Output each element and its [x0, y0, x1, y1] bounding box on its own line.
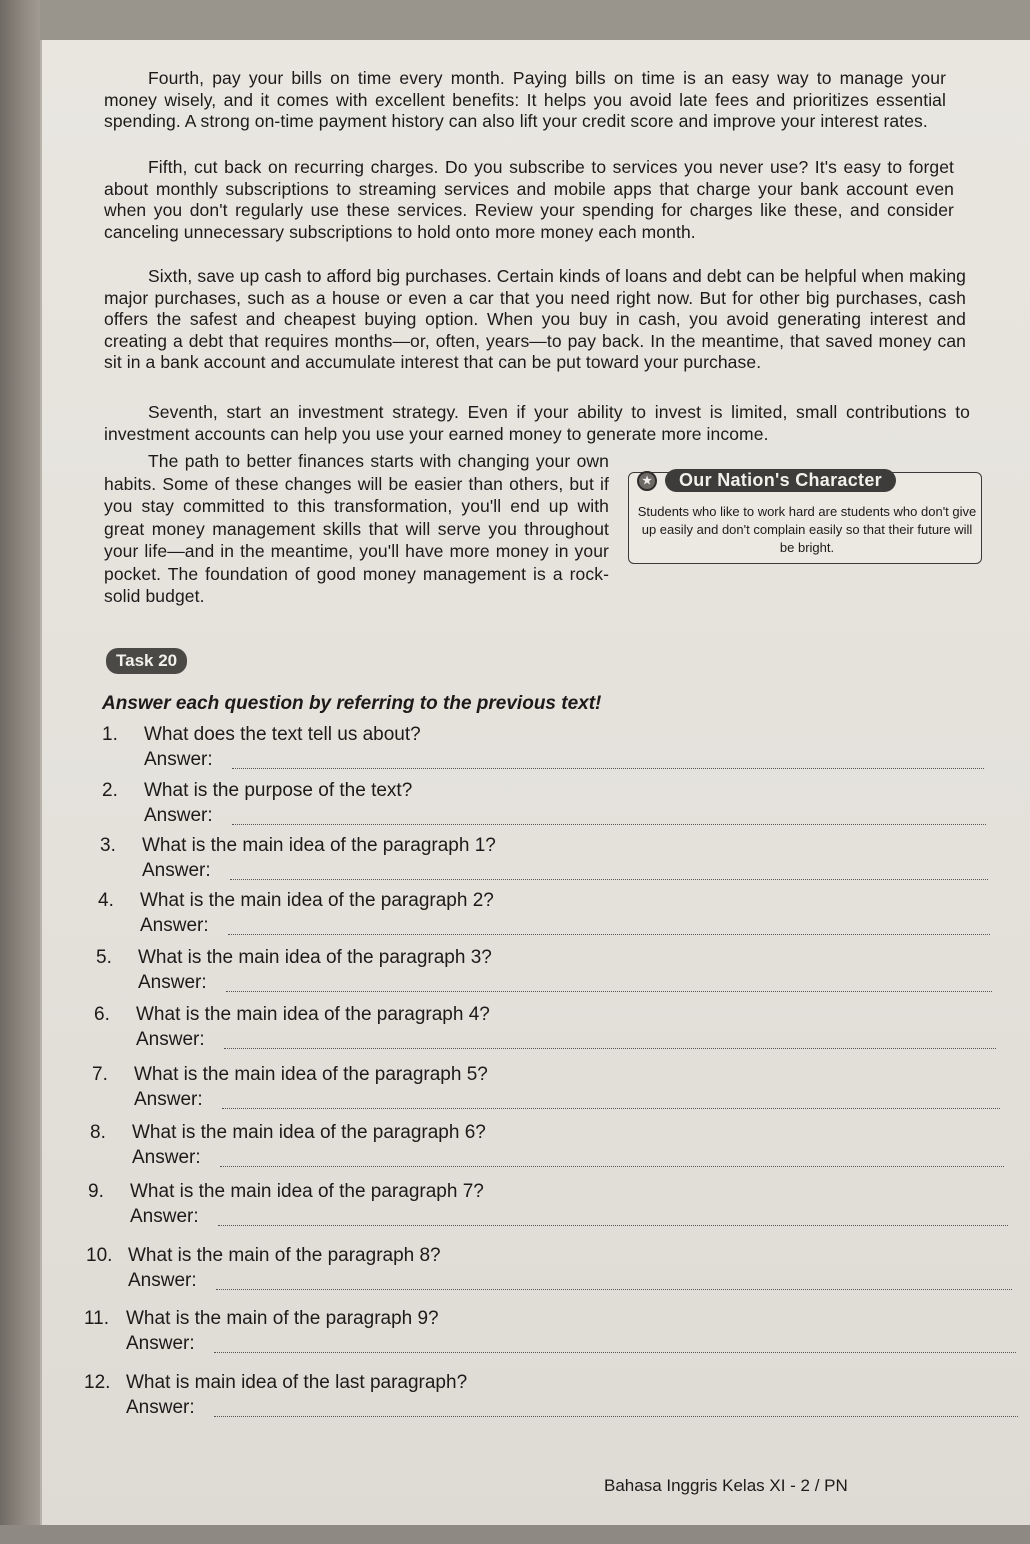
question-text: What does the text tell us about?	[144, 724, 421, 745]
character-box-text: Students who like to work hard are students who don't give up easily and don't complain easily so that their future will be bright.	[637, 504, 977, 555]
task-instruction: Answer each question by referring to the previous text!	[102, 693, 602, 714]
paragraph-sixth: Sixth, save up cash to afford big purchases. Certain kinds of loans and debt can be helpful when making major purchases, such as a house or even a car that you need right now. But for other big purchases, cash offers the safest and cheapest buying option. When you buy in cash, you avoid generating interest and creating a debt that requires months—or, often, years—to pay back. In the meantime, that saved money can sit in a bank account and accumulate interest that can be put toward your purchase.	[104, 266, 966, 372]
answer-line[interactable]	[216, 1289, 1012, 1290]
question-3	[100, 835, 496, 857]
character-box	[628, 472, 982, 564]
answer-line[interactable]	[218, 1225, 1008, 1226]
answer-label: Answer:	[130, 1206, 199, 1227]
question-1	[102, 724, 421, 746]
question-number: 7.	[92, 1064, 108, 1085]
question-text: What is the main idea of the paragraph 6?	[132, 1122, 486, 1143]
paragraph-conclusion: The path to better finances starts with changing your own habits. Some of these changes will be easier than others, but if you stay committed to this transformation, you'll end up with great money management skills that will serve you throughout your life—and in the meantime, you'll have more money in your pocket. The foundation of good money management is a rock-solid budget.	[104, 451, 609, 606]
question-11	[84, 1308, 439, 1330]
answer-line[interactable]	[226, 991, 992, 992]
question-text: What is the main of the paragraph 9?	[126, 1308, 439, 1329]
answer-line[interactable]	[228, 934, 990, 935]
answer-label: Answer:	[144, 805, 213, 826]
question-number: 12.	[84, 1372, 111, 1393]
page-footer: Bahasa Inggris Kelas XI - 2 / PN	[604, 1476, 848, 1495]
question-text: What is the purpose of the text?	[144, 780, 413, 801]
character-icon: ★	[637, 471, 657, 491]
question-5	[96, 947, 492, 969]
paragraph-fourth: Fourth, pay your bills on time every month. Paying bills on time is an easy way to manage your money wisely, and it comes with excellent benefits: It helps you avoid late fees and prioritizes essential spending. A strong on-time payment history can also lift your credit score and improve your interest rates.	[104, 68, 946, 131]
question-number: 2.	[102, 780, 118, 801]
question-text: What is the main idea of the paragraph 4?	[136, 1004, 490, 1025]
question-2	[102, 780, 412, 802]
answer-label: Answer:	[136, 1029, 205, 1050]
question-10	[86, 1245, 441, 1267]
answer-line[interactable]	[232, 768, 984, 769]
question-number: 10.	[86, 1245, 113, 1266]
question-text: What is main idea of the last paragraph?	[126, 1372, 468, 1393]
question-text: What is the main idea of the paragraph 3?	[138, 947, 492, 968]
answer-label: Answer:	[140, 915, 209, 936]
paragraph-fifth: Fifth, cut back on recurring charges. Do you subscribe to services you never use? It's easy to forget about monthly subscriptions to streaming services and mobile apps that charge your bank account even when you don't regularly use these services. Review your spending for charges like these, and consider canceling unnecessary subscriptions to hold onto more money each month.	[104, 157, 954, 242]
question-6	[94, 1004, 490, 1026]
task-badge: Task 20	[106, 648, 187, 674]
answer-line[interactable]	[224, 1048, 996, 1049]
answer-label: Answer:	[126, 1333, 195, 1354]
question-number: 5.	[96, 947, 112, 968]
question-9	[88, 1181, 484, 1203]
answer-line[interactable]	[232, 824, 986, 825]
question-4	[98, 890, 494, 912]
answer-line[interactable]	[214, 1352, 1016, 1353]
answer-label: Answer:	[144, 749, 213, 770]
page-left-shadow	[0, 0, 40, 1544]
answer-line[interactable]	[220, 1166, 1004, 1167]
question-number: 6.	[94, 1004, 110, 1025]
answer-label: Answer:	[132, 1147, 201, 1168]
question-number: 9.	[88, 1181, 104, 1202]
page-bottom-edge	[0, 1525, 1030, 1544]
question-number: 11.	[84, 1308, 110, 1329]
answer-line[interactable]	[214, 1416, 1018, 1417]
question-text: What is the main idea of the paragraph 2?	[140, 890, 494, 911]
question-text: What is the main idea of the paragraph 1?	[142, 835, 496, 856]
question-text: What is the main idea of the paragraph 5?	[134, 1064, 488, 1085]
answer-line[interactable]	[222, 1108, 1000, 1109]
character-box-header	[637, 469, 896, 492]
answer-label: Answer:	[134, 1089, 203, 1110]
question-number: 3.	[100, 835, 116, 856]
character-box-title: Our Nation's Character	[665, 469, 896, 492]
question-8	[90, 1122, 486, 1144]
question-number: 1.	[102, 724, 118, 745]
answer-label: Answer:	[138, 972, 207, 993]
question-text: What is the main idea of the paragraph 7?	[130, 1181, 484, 1202]
answer-label: Answer:	[126, 1397, 195, 1418]
question-number: 8.	[90, 1122, 106, 1143]
answer-label: Answer:	[128, 1270, 197, 1291]
answer-label: Answer:	[142, 860, 211, 881]
question-12	[84, 1372, 467, 1394]
paragraph-seventh: Seventh, start an investment strategy. Even if your ability to invest is limited, small contributions to investment accounts can help you use your earned money to generate more income.	[104, 402, 970, 444]
question-7	[92, 1064, 488, 1086]
answer-line[interactable]	[230, 879, 988, 880]
question-text: What is the main of the paragraph 8?	[128, 1245, 441, 1266]
question-number: 4.	[98, 890, 114, 911]
